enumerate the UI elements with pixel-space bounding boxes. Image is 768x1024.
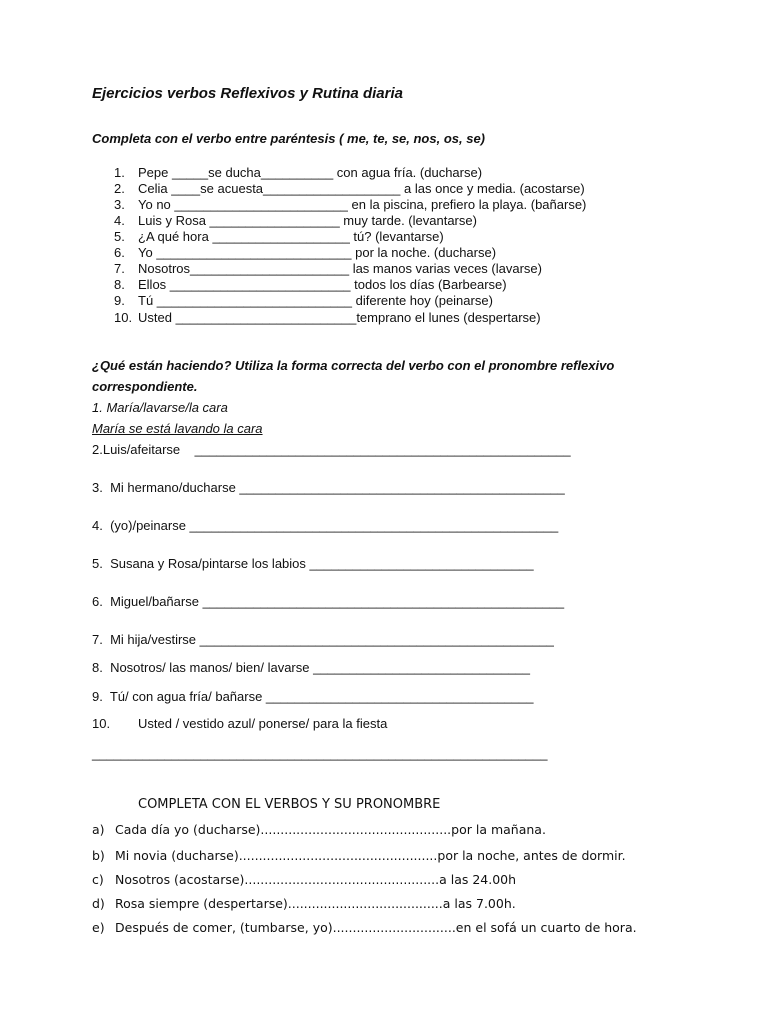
item-number: 9. (114, 293, 125, 308)
item-text: Cada día yo (ducharse)................................................por la mañana. (115, 822, 546, 837)
item-letter: a) (92, 822, 105, 837)
item-text: Ellos _________________________ todos los días (Barbearse) (138, 277, 507, 292)
item-number: 4. (114, 213, 125, 228)
item-letter: e) (92, 920, 105, 935)
item-text: Pepe _____se ducha__________ con agua fría. (ducharse) (138, 165, 483, 180)
item-number: 10. (114, 310, 133, 325)
item-number: 7. (114, 261, 125, 276)
section2-heading-line1: ¿Qué están haciendo? Utiliza la forma correcta del verbo con el pronombre reflexivo (92, 358, 615, 373)
item-text: Yo ___________________________ por la noche. (ducharse) (138, 245, 497, 260)
item-text: Celia ____se acuesta___________________ a las once y media. (acostarse) (138, 181, 585, 196)
item-letter: c) (92, 872, 104, 887)
item-text: Yo no ________________________ en la piscina, prefiero la playa. (bañarse) (138, 197, 587, 212)
item-text: Tú ___________________________ diferente hoy (peinarse) (138, 293, 493, 308)
exercise-line: 8. Nosotros/ las manos/ bien/ lavarse ______________________________ (92, 660, 531, 675)
item-text: ¿A qué hora ___________________ tú? (levantarse) (138, 229, 444, 244)
item-letter: b) (92, 848, 105, 863)
section3-title: COMPLETA CON EL VERBOS Y SU PRONOMBRE (138, 797, 441, 812)
item-number: 5. (114, 229, 125, 244)
item-number: 2. (114, 181, 125, 196)
item-text: Usted _________________________temprano el lunes (despertarse) (138, 310, 541, 325)
item-number: 8. (114, 277, 125, 292)
exercise-line: 2.Luis/afeitarse ____________________________________________________ (92, 442, 571, 457)
item-text: Nosotros (acostarse).................................................a las 24.00h (115, 872, 517, 887)
item-number: 3. (114, 197, 125, 212)
item-text: Mi novia (ducharse)..................................................por la noche, antes de dormir. (115, 848, 626, 863)
section2-heading-line2: correspondiente. (92, 379, 198, 394)
exercise-line: 6. Miguel/bañarse __________________________________________________ (92, 594, 565, 609)
exercise-text: Usted / vestido azul/ ponerse/ para la fiesta (138, 716, 388, 731)
item-number: 6. (114, 245, 125, 260)
exercise-line: 5. Susana y Rosa/pintarse los labios _______________________________ (92, 556, 534, 571)
item-text: Nosotros______________________ las manos varias veces (lavarse) (138, 261, 542, 276)
item-text: Luis y Rosa __________________ muy tarde. (levantarse) (138, 213, 477, 228)
exercise-line: 3. Mi hermano/ducharse _____________________________________________ (92, 480, 565, 495)
answer-line: _______________________________________________________________ (92, 746, 548, 761)
item-letter: d) (92, 896, 105, 911)
exercise-line: 4. (yo)/peinarse ___________________________________________________ (92, 518, 559, 533)
exercise-line: 9. Tú/ con agua fría/ bañarse _____________________________________ (92, 689, 534, 704)
example-prompt: 1. María/lavarse/la cara (92, 400, 228, 415)
exercise-line: 7. Mi hija/vestirse _________________________________________________ (92, 632, 554, 647)
item-text: Después de comer, (tumbarse, yo)...............................en el sofá un cuarto de hora. (115, 920, 637, 935)
item-number: 1. (114, 165, 125, 180)
item-text: Rosa siempre (despertarse).......................................a las 7.00h. (115, 896, 516, 911)
section1-heading: Completa con el verbo entre paréntesis ( me, te, se, nos, os, se) (92, 131, 486, 146)
exercise-number: 10. (92, 716, 111, 731)
worksheet-title: Ejercicios verbos Reflexivos y Rutina diaria (92, 85, 403, 102)
example-answer: María se está lavando la cara (92, 421, 263, 436)
